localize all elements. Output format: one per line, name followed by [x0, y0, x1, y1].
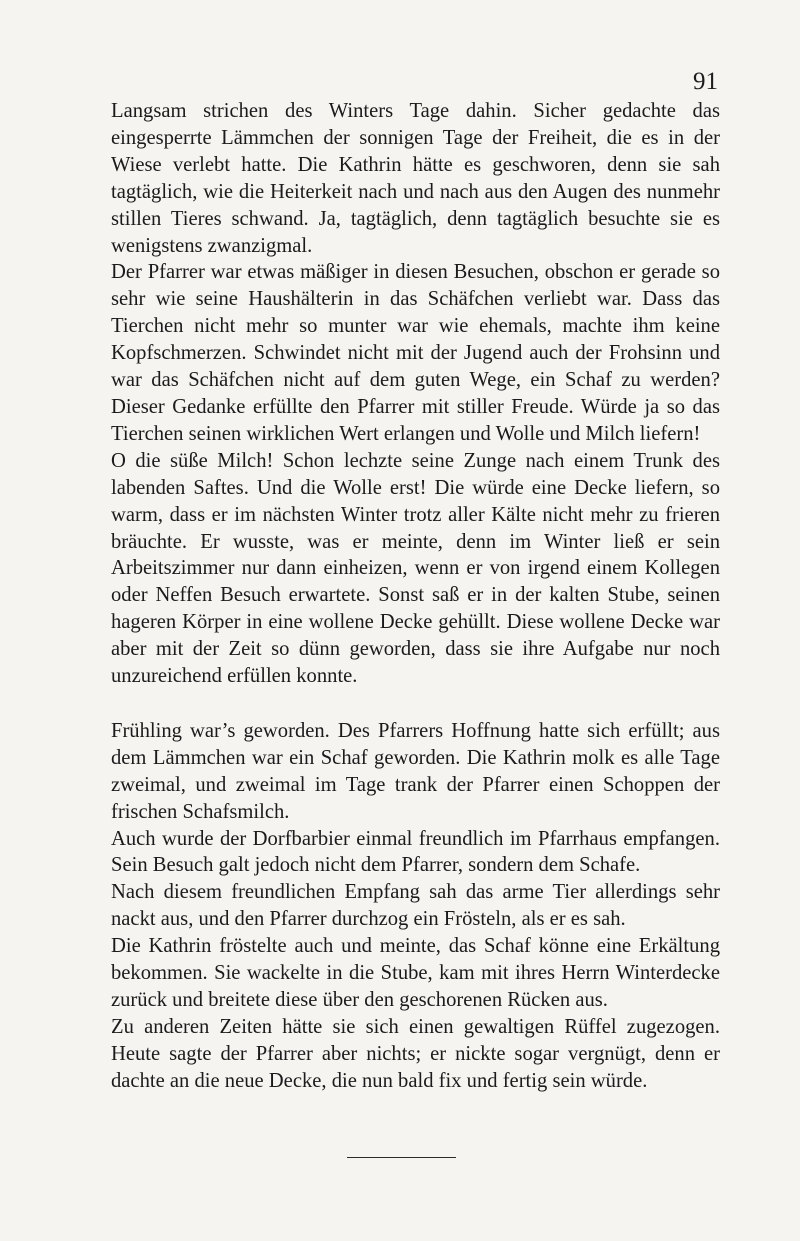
paragraph: Auch wurde der Dorfbarbier einmal freundlich im Pfarrhaus empfangen. Sein Besuch galt jedoch nicht dem Pfarrer, sondern dem Schafe.: [111, 827, 720, 877]
paragraph: Die Kathrin fröstelte auch und meinte, das Schaf könne eine Erkältung bekommen. Sie wackelte in die Stube, kam mit ihres Herrn Winterdecke zurück und breitete diese über den geschorenen Rücken aus.: [111, 935, 720, 1011]
page-number: 91: [693, 68, 718, 95]
paragraph: Frühling war’s geworden. Des Pfarrers Hoffnung hatte sich erfüllt; aus dem Lämmchen war ein Schaf geworden. Die Kathrin molk es alle Tage zweimal, und zweimal im Tage trank der Pfarrer einen Schoppen der frischen Schafsmilch.: [111, 719, 720, 823]
paragraph: Zu anderen Zeiten hätte sie sich einen gewaltigen Rüffel zugezogen. Heute sagte der Pfarrer aber nichts; er nickte sogar vergnügt, denn er dachte an die neue Decke, die nun bald fix und fertig sein würde.: [111, 1015, 720, 1092]
paragraph: Der Pfarrer war etwas mäßiger in diesen Besuchen, obschon er gerade so sehr wie seine Haushälterin in das Schäfchen verliebt war. Dass das Tierchen nicht mehr so munter war wie ehemals, machte ihm keine Kopfschmerzen. Schwindet nicht mit der Jugend auch der Frohsinn und war das Schäfchen nicht auf dem guten Wege, ein Schaf zu werden? Dieser Gedanke erfüllte den Pfarrer mit stiller Freude. Würde ja so das Tierchen seinen wirklichen Wert erlangen und Wolle und Milch liefern!: [111, 261, 720, 445]
end-rule-divider: [347, 1157, 456, 1158]
paragraph: Langsam strichen des Winters Tage dahin. Sicher gedachte das eingesperrte Lämmchen der sonnigen Tage der Freiheit, die es in der Wiese verlebt hatte. Die Kathrin hätte es geschworen, denn sie sah tagtäglich, wie die Heiterkeit nach und nach aus den Augen des nunmehr stillen Tieres schwand. Ja, tagtäglich, denn tagtäglich besuchte sie es wenigstens zwanzigmal.: [111, 100, 720, 257]
section-break: [111, 690, 720, 718]
body-text: [111, 98, 720, 1095]
paragraph: O die süße Milch! Schon lechzte seine Zunge nach einem Trunk des labenden Saftes. Und die Wolle erst! Die würde eine Decke liefern, so warm, dass er im nächsten Winter trotz aller Kälte nicht mehr zu frieren bräuchte. Er wusste, was er meinte, denn im Winter ließ er sein Arbeitszimmer nur dann einheizen, wenn er von irgend einem Kollegen oder Neffen Besuch erwartete. Sonst saß er in der kalten Stube, seinen hageren Körper in eine wollene Decke gehüllt. Diese wollene Decke war aber mit der Zeit so dünn geworden, dass sie ihre Aufgabe nur noch unzureichend erfüllen konnte.: [111, 449, 720, 688]
paragraph: Nach diesem freundlichen Empfang sah das arme Tier allerdings sehr nackt aus, und den Pfarrer durchzog ein Frösteln, als er es sah.: [111, 881, 720, 931]
